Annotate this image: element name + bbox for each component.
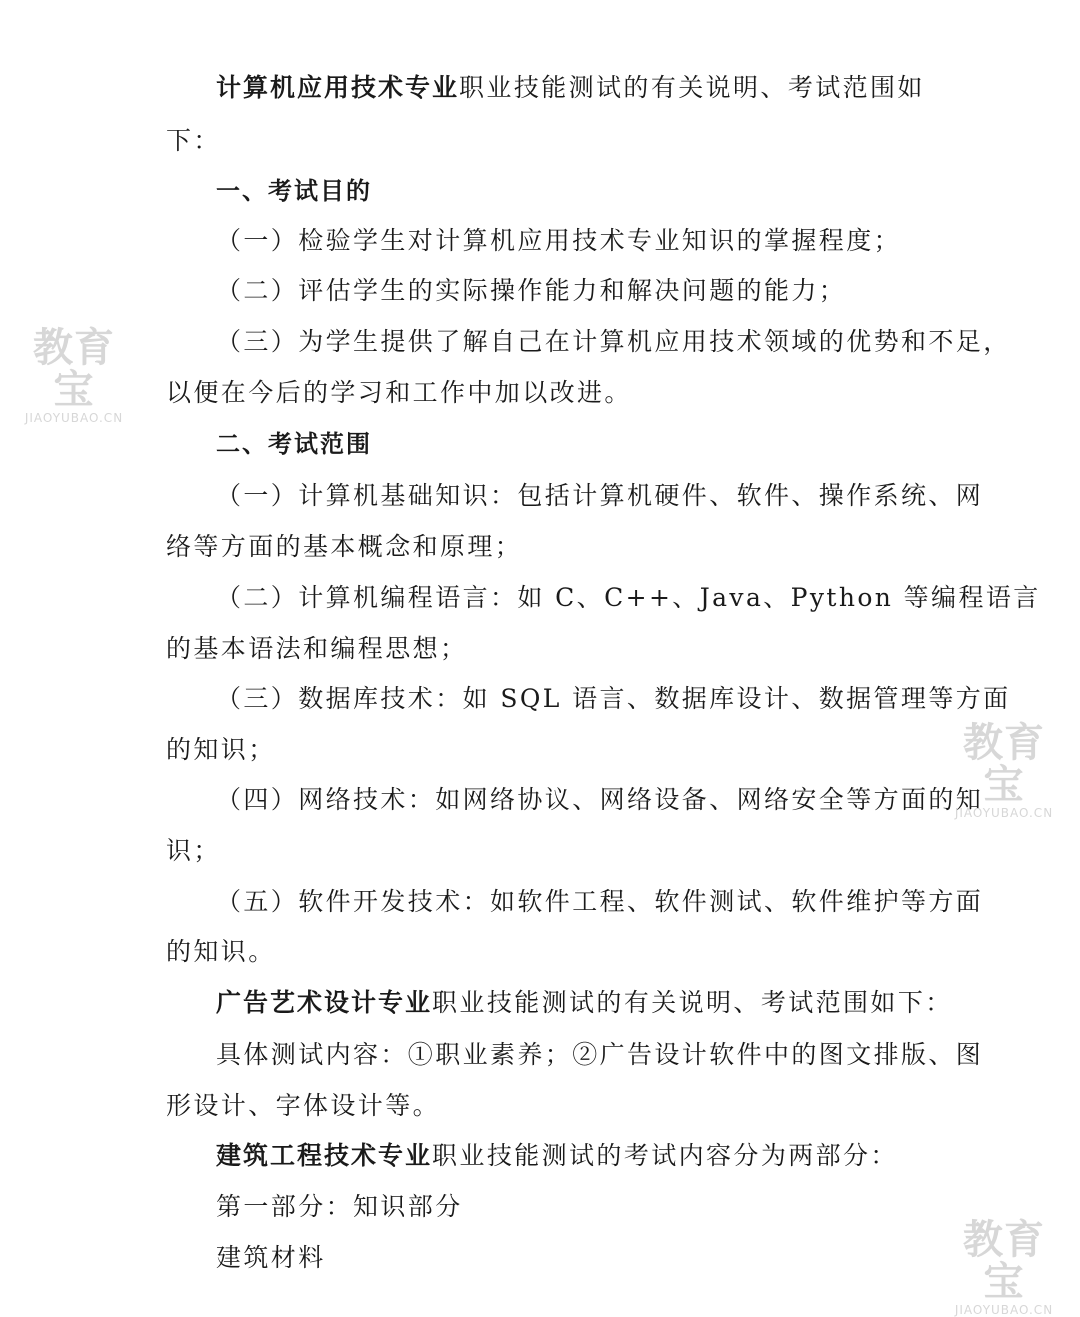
watermark-logo-text: 教育宝 (33, 325, 115, 413)
watermark-logo-text: 教育宝 (963, 720, 1045, 808)
purpose-item-2: （二）评估学生的实际操作能力和解决问题的能力； (216, 276, 847, 305)
scope-item-2-cont: 的基本语法和编程思想； (166, 634, 468, 663)
advertising-intro-text: 职业技能测试的有关说明、考试范围如下： (432, 988, 953, 1017)
scope-item-3-cont: 的知识； (166, 735, 276, 764)
scope-item-2: （二）计算机编程语言：如 C、C++、Java、Python 等编程语言 (216, 583, 1041, 612)
computer-intro-cont: 下： (166, 126, 221, 155)
construction-intro (216, 1138, 898, 1174)
watermark-logo-domain: JIAOYUBAO.CN (954, 1303, 1054, 1317)
watermark-logo (944, 722, 1064, 820)
scope-item-1-cont: 络等方面的基本概念和原理； (166, 532, 523, 561)
watermark-logo (944, 1219, 1064, 1317)
heading-exam-scope: 二、考试范围 (216, 430, 372, 458)
purpose-item-3-cont: 以便在今后的学习和工作中加以改进。 (166, 378, 632, 407)
scope-item-5-cont: 的知识。 (166, 937, 276, 966)
scope-item-4: （四）网络技术：如网络协议、网络设备、网络安全等方面的知 (216, 785, 984, 814)
watermark-logo-text: 教育宝 (963, 1217, 1045, 1305)
watermark-logo (16, 327, 132, 425)
computer-intro-text: 职业技能测试的有关说明、考试范围如 (459, 73, 925, 102)
computer-intro (216, 70, 925, 106)
scope-item-1: （一）计算机基础知识：包括计算机硬件、软件、操作系统、网 (216, 481, 984, 510)
watermark-logo-domain: JIAOYUBAO.CN (24, 411, 124, 425)
scope-item-3: （三）数据库技术：如 SQL 语言、数据库设计、数据管理等方面 (216, 684, 1011, 713)
construction-intro-text: 职业技能测试的考试内容分为两部分： (432, 1141, 898, 1170)
advertising-content-cont: 形设计、字体设计等。 (166, 1091, 441, 1120)
computer-title: 计算机应用技术专业 (216, 73, 460, 102)
heading-exam-purpose: 一、考试目的 (216, 177, 372, 205)
construction-part-one: 第一部分：知识部分 (216, 1192, 463, 1221)
advertising-title: 广告艺术设计专业 (216, 988, 433, 1017)
advertising-intro (216, 985, 953, 1021)
construction-title: 建筑工程技术专业 (216, 1141, 433, 1170)
scope-item-5: （五）软件开发技术：如软件工程、软件测试、软件维护等方面 (216, 887, 984, 916)
purpose-item-3: （三）为学生提供了解自己在计算机应用技术领域的优势和不足， (216, 327, 1011, 356)
scope-item-4-cont: 识； (166, 836, 221, 865)
watermark-logo-domain: JIAOYUBAO.CN (954, 806, 1054, 820)
construction-building-materials: 建筑材料 (216, 1243, 326, 1272)
advertising-content: 具体测试内容：①职业素养；②广告设计软件中的图文排版、图 (216, 1040, 984, 1069)
purpose-item-1: （一）检验学生对计算机应用技术专业知识的掌握程度； (216, 226, 902, 255)
